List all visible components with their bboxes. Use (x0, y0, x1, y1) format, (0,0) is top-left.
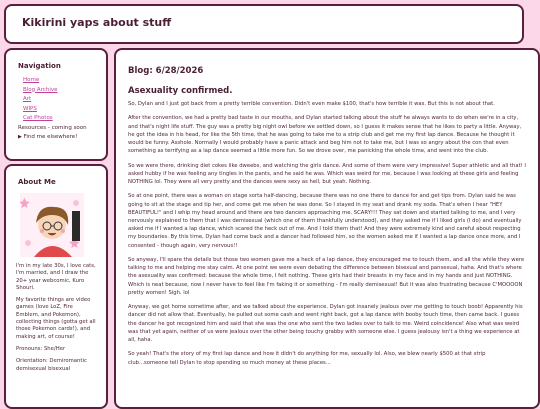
about-me-panel (4, 164, 108, 409)
post-paragraph: So anyway, I'll spare the details but those two women gave me a heck of a lap dance, they encouraged me to touch them, and all the while they were talking to me and helping me stay calm. At one point we were even debating the difference between bisexual and pansexual, haha. And that's where the asexuality was confirmed: because the whole time, I felt nothing. These girls had their breasts in my face and in my hands and just NOTHING. Which is neat because, now I never have to feel like I'm faking it or something - I'm really demisexual! But it was also frustrating because C'MOOOON pretty women! Sigh. lol (128, 257, 525, 296)
main-content[interactable] (114, 48, 540, 409)
triangle-right-icon: ▶ (18, 134, 22, 140)
blog-heading: Blog: 6/28/2026 (128, 66, 204, 76)
navigation-panel (4, 48, 108, 161)
nav-link-cat-photos[interactable]: Cat Photos (23, 115, 53, 121)
navigation-heading: Navigation (18, 62, 61, 70)
resources-label: Resources - coming soon (18, 124, 87, 131)
nav-link-home[interactable]: Home (23, 77, 40, 83)
pronouns-text: Pronouns: She/Her (16, 345, 66, 352)
post-paragraph: So we were there, drinking diet cokes like dweebs, and watching the girls dance. And some of them were very impressive! Super athletic and all that! I asked hubby if he was feeling any tingles in the pants, and he said he was. Which was weird for me, because I was looking at these girls and feeling NOTHING lol. They were all very pretty and the dances were sexy as hell, but yeah. Nothing. (128, 162, 526, 185)
avatar (20, 193, 84, 257)
post-title: Asexuality confirmed. (128, 86, 233, 96)
nav-link-art[interactable]: Art (23, 96, 32, 102)
about-me-text (16, 263, 96, 373)
about-me-heading: About Me (18, 178, 56, 186)
nav-link-wips[interactable]: WIPS (23, 105, 37, 112)
post-paragraph: So, Dylan and I just got back from a pretty terrible convention. Didn't even make $100, that's how terrible it was. But this is not about that. (128, 101, 495, 107)
nav-link-blog-archive[interactable]: Blog Archive (23, 86, 58, 93)
find-me-elsewhere-label: Find me elsewhere! (23, 134, 78, 140)
post-paragraph: Anyway, we got home sometime after, and we talked about the experience. Dylan got insanely jealous over me getting to touch boob! Apparently his dancer did not allow that. Eventually, he pulled out some cash and went right back, got a lap dance with booby touch time, then came back. I guess the dancer he got recognized him and said that she was the one who sent the two ladies over to talk to me. Weird coincidence! Also what was weird was that yet again, neither of us were jealous over the other being touchy grabby with someone else. I guess jealousy isn't a thing we experience at all, haha. (128, 304, 523, 344)
post-paragraph: So yeah! That's the story of my first lap dance and how it didn't do anything for me, sexually lol. Also, we blew nearly $500 at that strip club...someone tell Dylan to stop spending so much money at these places... (128, 351, 486, 366)
post-paragraph: After the convention, we had a pretty bad taste in our mouths, and Dylan started talking about the stuff he always wants to do when we're in a city, and that's night life stuff. The guy was a pretty big night owl before we settled down, so I guess it makes sense that he likes to party a little. Anyway, he got the idea in his head, for like the 5th time, that he was going to take me to a strip club and get me my first lap dance. Because he thought it would be funny. Asshole. Normally I would probably have a panic attack and beg him not to take me, but I was so angry about the con that even something as terrifying as a lap dance seemed a little more fun. So we drove over, me panicking the whole time, and went into the club. (128, 115, 522, 155)
about-paragraph: I'm in my late 30s, I love cats, I'm married, and I draw the 20+ year webcomic, Kuro Shouri. (16, 263, 96, 291)
site-title: Kikirini yaps about stuff (22, 16, 172, 29)
site-header (4, 4, 524, 44)
navigation-list (18, 76, 106, 143)
post-paragraph: So at one point, there was a woman on stage sorta half-dancing, because there was no one there to dance for and get tips from. Dylan said he was going to sit at the stage and tip her, and come get me when he was done. So I stayed in my seat and drank my soda. That's when I hear "HEY BEAUTIFUL!" and I whip my head around and there are two dancers approaching me. SCARY!!! They sat down and started talking to me, and I very nervously explained to them that I was demisexual (which one of them thankfully understood), and they asked me if I liked girls (I do) and eventually asked me if I wanted a lap dance, which scared the heck out of me. And I told them that! And they were extremely kind and careful about respecting my boundaries. By this time, Dylan had come back and a dancer had followed him, so the women asked me if I wanted a lap dance once more, and I consented - though again, very nervous!! (128, 193, 522, 249)
about-paragraph: My favorite things are video games (love LoZ, Fire Emblem, and Pokemon), collecting things (gotta get all those Pokemon cards!), and making art, of course! (16, 297, 96, 340)
orientation-text: Orientation: Demiromantic demisexual bisexual (16, 358, 87, 372)
find-me-elsewhere-toggle[interactable] (18, 133, 106, 143)
post-body (128, 100, 526, 373)
